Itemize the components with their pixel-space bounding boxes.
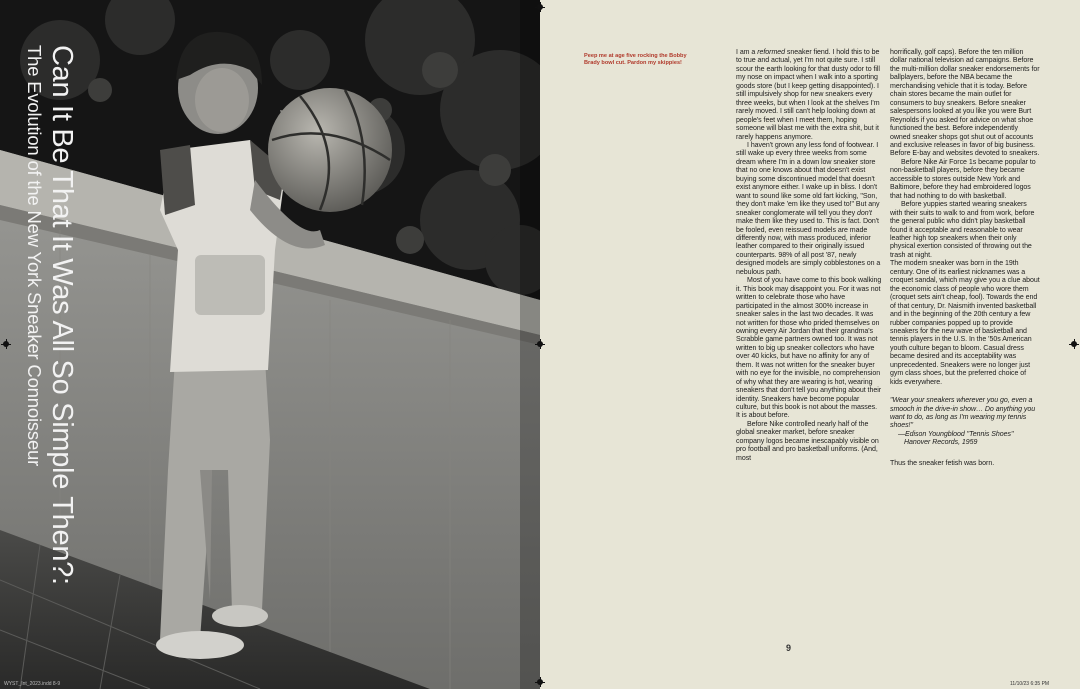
file-slug: WYST_Int_2023.indd 8-9 xyxy=(4,681,61,687)
text-column-2 xyxy=(890,49,1040,468)
quote-source: Hanover Records, 1959 xyxy=(904,439,978,447)
paragraph: Before yuppies started wearing sneakers with their suits to walk to and from work, before the general public who didn't play basketball found it acceptable and reasonable to wear leather high top sneakers when their only physical exertion consisted of throwing out the trash at night. xyxy=(890,201,1035,259)
registration-mark xyxy=(535,339,545,349)
registration-mark xyxy=(535,677,545,687)
chapter-subtitle: The Evolution of the New York Sneaker Connoisseur xyxy=(24,45,45,467)
chapter-title: Can It Be That It Was All So Simple Then?: xyxy=(46,45,78,585)
text-column-1 xyxy=(736,49,882,463)
paragraph: Before Nike controlled nearly half of the global sneaker market, before sneaker company logos became inescapably visible on pro football and pro basketball uniforms. (And, most xyxy=(736,420,879,462)
registration-mark xyxy=(1,339,11,349)
paragraph: I haven't grown any less fond of footwear. I still wake up every three weeks from some dream where I'm in a down low sneaker store that no one knows about that doesn't exist buying some discontinued model that doesn't exist anymore either. I wake up in bliss. I don't want to sound like some old fart kicking, "Son, they don't make 'em like they used to!" But any sneaker conglomerate will tell you they don't make them like they used to. This is fact. Don't be fooled, even reissued models are made differently now, with mass produced, inferior leather compared to their originally issued counterparts. 98% of all post '87, newly designed models are simply cobblestones on a nebulous path. xyxy=(736,141,881,276)
paragraph: The modern sneaker was born in the 19th century. One of its earliest nicknames was a croquet sandal, which may give you a clue about the economic class of people who wore them (croquet sets ain't cheap, fool). Towards the end of that century, Dr. Naismith invented basketball and in the beginning of the 20th century a few rubber companies popped up to provide sneakers for the new wave of basketball and tennis players in the U.S. In the '50s American youth culture began to bloom. Casual dress became desired and its acceptability was unprecedented. Sneakers were no longer just gym class shoes, but the preferred choice of kids everywhere. xyxy=(890,260,1040,386)
paragraph: Most of you have come to this book walking it. This book may disappoint you. For it was not written to celebrate those who have participated in the almost 300% increase in sneaker sales in the last two decades. It was not written for those who prided themselves on owning every Air Jordan that their grandma's Scrabble game partners owned too. It was not written to big up sneaker collectors who have over 40 kicks, but have no affinity for any of them. It was not written for the sneaker buyer with no eye for the invisible, no comprehension of why what they are wearing is hot, wearing sneakers that don't tell you anything about their identity. Sneakers have become popular culture, but this book is not about the masses. It is about before. xyxy=(736,277,882,420)
closing-line: Thus the sneaker fetish was born. xyxy=(890,459,995,467)
paragraph: horrifically, golf caps). Before the ten million dollar national television ad campaigns. Before the multi-million dollar sneaker endorsements for ballplayers, before the NBA became the merchandising vehicle that it is today. Before chain stores became the main outlet for consumers to buy sneakers. Before sneaker salespersons looked at you like you were Burt Reynolds if you asked for advice on what shoe functioned the best. Before independently owned sneaker shops got shut out of accounts and exclusive releases in favor of big business. Before E-bay and websites devoted to sneakers. xyxy=(890,49,1040,158)
pull-quote: "Wear your sneakers wherever you go, even a smooch in the drive-in show… Do anything you want to do, as long as I'm wearing my tennis shoes!" —Edison Youngblood "Tennis Shoes" Hanover Records, 1959 xyxy=(890,397,1040,448)
page-number: 9 xyxy=(786,643,792,653)
text-page xyxy=(540,0,1080,689)
print-timestamp: 11/10/23 6:35 PM xyxy=(1010,681,1050,687)
photo-caption: Peep me at age five rocking the Bobby Brady bowl cut. Pardon my skippies! xyxy=(584,53,687,67)
paragraph: I am a reformed sneaker fiend. I hold this to be to true and actual, yet I'm not quite sure. I still scour the earth looking for that dusty odor to fill my nose on impact when I walk into a sporting goods store (but I keep getting disappointed). I still impulsively shop for new sneakers every three weeks, but when I look at the shelves I'm rarely moved. I still can't help looking down at people's feet when I meet them, hoping someone will blast me with the extra shit, but it rarely happens anymore. xyxy=(736,49,880,141)
registration-mark xyxy=(1069,339,1079,349)
paragraph: Before Nike Air Force 1s became popular to non-basketball players, before they became accessible to stores outside New York and Baltimore, before they had embroidered logos that had nothing to do with basketball. xyxy=(890,158,1036,200)
registration-mark xyxy=(535,2,545,12)
quote-attribution: —Edison Youngblood "Tennis Shoes" xyxy=(898,430,1014,438)
